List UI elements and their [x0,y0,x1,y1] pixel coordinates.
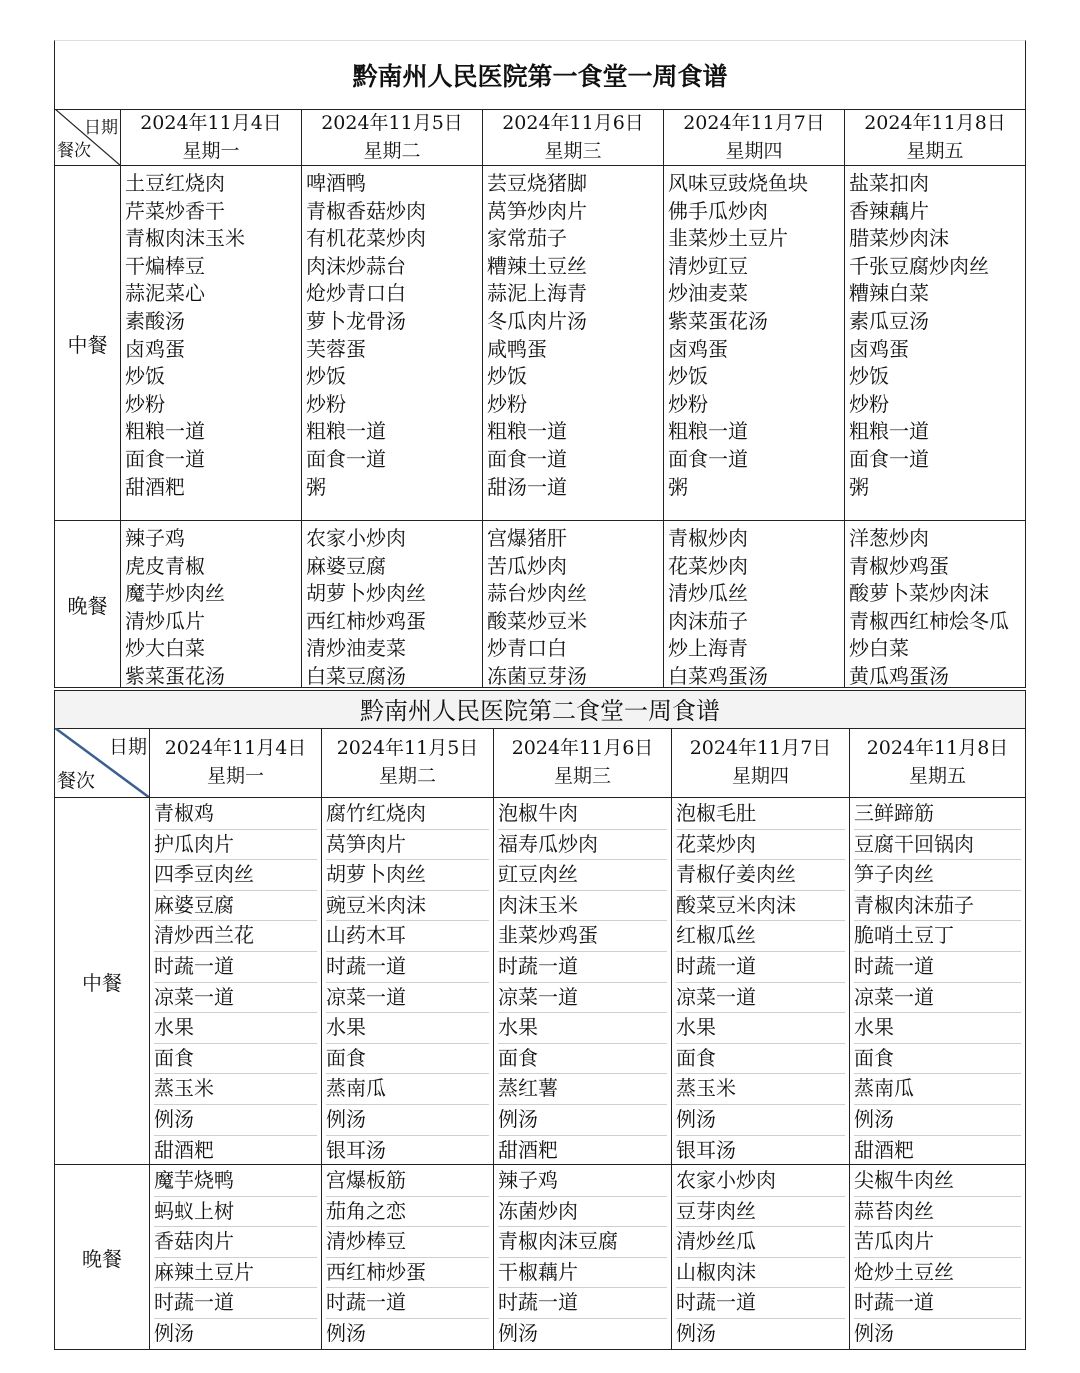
canteen2-day-weekday: 星期三 [553,765,611,787]
canteen2-lunch-dish: 蒸红薯 [498,1073,667,1105]
canteen1-day-header-4 [664,109,845,166]
canteen2-dinner-day-5-cell [850,1165,1025,1349]
canteen2-lunch-dish: 面食 [154,1043,317,1075]
canteen1-lunch-dish: 粥 [306,474,326,499]
canteen1-dinner-dish: 蒜台炒肉丝 [487,581,587,606]
canteen2-lunch-dish: 腐竹红烧肉 [326,798,489,830]
canteen2-lunch-dish: 甜酒粑 [498,1137,558,1162]
canteen2-lunch-day-2-cell [322,798,494,1165]
canteen2-day-date: 2024年11月7日 [689,737,832,759]
canteen1-dinner-dish: 西红柿炒鸡蛋 [306,608,426,633]
canteen2-lunch-dish: 面食 [326,1043,489,1075]
canteen2-day-date: 2024年11月8日 [866,737,1009,759]
canteen1-lunch-dish: 莴笋炒肉片 [487,198,587,223]
canteen1-lunch-dish: 炒饭 [668,364,708,389]
canteen1-lunch-dish: 青椒香菇炒肉 [306,198,426,223]
canteen1-lunch-dish: 卤鸡蛋 [849,336,909,361]
canteen1-lunch-dish: 蒜泥菜心 [125,281,205,306]
canteen1-lunch-day-2-cell [302,166,483,521]
canteen2-corner-cell [55,728,150,798]
canteen2-dinner-dish: 时蔬一道 [154,1287,317,1319]
canteen1-lunch-dish: 紫菜蛋花汤 [668,309,768,333]
canteen1-lunch-dish: 芙蓉蛋 [306,336,366,361]
canteen1-dinner-dish: 苦瓜炒肉 [487,553,567,578]
canteen2-lunch-dish: 泡椒毛肚 [676,798,845,830]
canteen2-dinner-dish: 蚂蚁上树 [154,1196,317,1228]
canteen2-day-header-2 [322,728,494,798]
canteen2-lunch-dish: 胡萝卜肉丝 [326,859,489,891]
canteen2-lunch-dish: 蒸玉米 [154,1073,317,1105]
canteen2-dinner-dish: 农家小炒肉 [676,1165,845,1197]
canteen2-lunch-dish: 蒸玉米 [676,1073,845,1105]
canteen2-lunch-dish: 例汤 [854,1104,1021,1136]
canteen2-lunch-dish: 凉菜一道 [854,982,1021,1014]
canteen2-lunch-label: 中餐 [55,798,150,1165]
canteen1-dinner-dish: 青椒炒鸡蛋 [849,553,949,578]
canteen2-lunch-dish: 水果 [326,1012,489,1044]
canteen2-day-header-3 [494,728,672,798]
canteen1-dinner-day-3-cell [483,521,664,687]
canteen2-lunch-day-5-cell [850,798,1025,1165]
canteen2-lunch-dish: 银耳汤 [676,1137,736,1162]
canteen1-lunch-dish: 啤酒鸭 [306,171,366,195]
canteen1-corner-meal-label: 餐次 [57,141,91,161]
canteen2-dinner-day-1-cell [150,1165,322,1349]
canteen1-lunch-dish: 炒粉 [849,391,889,416]
canteen2-dinner-day-4-cell [672,1165,850,1349]
canteen1-lunch-dish: 糟辣白菜 [849,281,929,306]
canteen1-dinner-dish: 炒白菜 [849,636,909,661]
canteen2-dinner-dish: 例汤 [676,1321,716,1345]
canteen2-day-header-1 [150,728,322,798]
canteen2-lunch-dish: 银耳汤 [326,1137,386,1162]
canteen2-dinner-dish: 尖椒牛肉丝 [854,1165,1021,1197]
canteen1-lunch-label: 中餐 [55,166,121,521]
canteen1-dinner-day-4-cell [664,521,845,687]
canteen1-lunch-dish: 炒饭 [849,364,889,389]
canteen1-dinner-dish: 黄瓜鸡蛋汤 [849,664,949,688]
canteen2-dinner-dish: 例汤 [498,1321,538,1345]
canteen2-lunch-dish: 山药木耳 [326,920,489,952]
canteen2-lunch-dish: 青椒仔姜肉丝 [676,859,845,891]
canteen1-lunch-dish: 甜酒粑 [125,474,185,499]
canteen1-lunch-dish: 家常茄子 [487,226,567,251]
canteen2-lunch-dish: 面食 [854,1043,1021,1075]
canteen2-lunch-dish: 例汤 [154,1104,317,1136]
canteen1-lunch-dish: 糟辣土豆丝 [487,253,587,278]
canteen2-day-header-4 [672,728,850,798]
canteen2-dinner-dish: 豆芽肉丝 [676,1196,845,1228]
canteen2-lunch-dish: 酸菜豆米肉沫 [676,890,845,922]
canteen1-dinner-label: 晚餐 [55,521,121,687]
canteen2-dinner-dish: 苦瓜肉片 [854,1226,1021,1258]
canteen2-lunch-dish: 三鲜蹄筋 [854,798,1021,830]
canteen2-lunch-day-3-cell [494,798,672,1165]
canteen1-dinner-dish: 胡萝卜炒肉丝 [306,581,426,606]
canteen2-dinner-dish: 麻辣土豆片 [154,1257,317,1289]
canteen1-lunch-day-3-cell [483,166,664,521]
canteen1-lunch-dish: 芹菜炒香干 [125,198,225,223]
canteen2-menu-table [54,690,1026,1350]
canteen1-day-weekday: 星期五 [906,140,964,162]
canteen1-lunch-day-4-cell [664,166,845,521]
canteen2-lunch-dish: 凉菜一道 [498,982,667,1014]
canteen2-lunch-dish: 肉沫玉米 [498,890,667,922]
canteen1-dinner-dish: 虎皮青椒 [125,553,205,578]
canteen1-lunch-dish: 盐菜扣肉 [849,171,929,195]
canteen2-lunch-dish: 蒸南瓜 [326,1073,489,1105]
canteen2-lunch-dish: 四季豆肉丝 [154,859,317,891]
canteen2-dinner-dish: 宫爆板筋 [326,1165,489,1197]
canteen1-lunch-dish: 土豆红烧肉 [125,171,225,195]
canteen1-lunch-dish: 香辣藕片 [849,198,929,223]
canteen2-dinner-dish: 魔芋烧鸭 [154,1165,317,1197]
canteen1-lunch-dish: 粗粮一道 [487,419,567,444]
canteen1-lunch-dish: 甜汤一道 [487,474,567,499]
canteen2-lunch-dish: 福寿瓜炒肉 [498,829,667,861]
canteen1-lunch-dish: 炒饭 [125,364,165,389]
canteen1-lunch-dish: 炒饭 [487,364,527,389]
canteen1-day-date: 2024年11月8日 [864,112,1006,134]
canteen2-title: 黔南州人民医院第二食堂一周食谱 [55,691,1025,729]
canteen2-lunch-dish: 红椒瓜丝 [676,920,845,952]
canteen1-lunch-dish: 炒油麦菜 [668,281,748,306]
canteen1-dinner-dish: 麻婆豆腐 [306,553,386,578]
canteen2-lunch-dish: 凉菜一道 [154,982,317,1014]
canteen2-dinner-dish: 例汤 [154,1321,194,1345]
canteen2-lunch-dish: 豇豆肉丝 [498,859,667,891]
canteen1-lunch-dish: 炝炒青口白 [306,281,406,306]
canteen1-lunch-dish: 风味豆豉烧鱼块 [668,171,808,195]
canteen1-lunch-dish: 卤鸡蛋 [668,336,728,361]
canteen1-dinner-dish: 白菜鸡蛋汤 [668,664,768,688]
canteen1-day-weekday: 星期三 [544,140,602,162]
canteen2-lunch-dish: 例汤 [326,1104,489,1136]
canteen1-lunch-dish: 素瓜豆汤 [849,309,929,333]
canteen2-day-date: 2024年11月6日 [511,737,654,759]
canteen1-day-header-2 [302,109,483,166]
canteen1-corner-date-label: 日期 [84,118,118,138]
canteen2-dinner-dish: 山椒肉沫 [676,1257,845,1289]
canteen1-menu-table [54,40,1026,688]
canteen2-lunch-dish: 护瓜肉片 [154,829,317,861]
canteen2-lunch-dish: 花菜炒肉 [676,829,845,861]
canteen2-day-weekday: 星期四 [731,765,789,787]
canteen1-lunch-dish: 粗粮一道 [125,419,205,444]
canteen1-lunch-dish: 清炒豇豆 [668,253,748,278]
canteen2-lunch-dish: 莴笋肉片 [326,829,489,861]
canteen2-lunch-dish: 清炒西兰花 [154,920,317,952]
canteen1-lunch-dish: 芸豆烧猪脚 [487,171,587,195]
canteen1-dinner-day-1-cell [121,521,302,687]
canteen1-dinner-dish: 清炒瓜片 [125,608,205,633]
canteen2-dinner-dish: 时蔬一道 [676,1287,845,1319]
canteen1-day-date: 2024年11月6日 [502,112,644,134]
canteen2-lunch-dish: 水果 [498,1012,667,1044]
canteen2-dinner-dish: 例汤 [854,1321,894,1345]
canteen1-lunch-dish: 粗粮一道 [849,419,929,444]
canteen2-dinner-dish: 蒜苔肉丝 [854,1196,1021,1228]
canteen1-lunch-dish: 炒饭 [306,364,346,389]
canteen2-lunch-dish: 甜酒粑 [854,1137,914,1162]
canteen2-lunch-dish: 面食 [676,1043,845,1075]
canteen2-lunch-dish: 水果 [154,1012,317,1044]
canteen2-lunch-dish: 时蔬一道 [676,951,845,983]
canteen1-lunch-dish: 面食一道 [668,447,748,471]
canteen2-lunch-dish: 凉菜一道 [326,982,489,1014]
canteen1-day-date: 2024年11月5日 [321,112,463,134]
canteen2-dinner-dish: 炝炒土豆丝 [854,1257,1021,1289]
canteen1-lunch-dish: 炒粉 [487,391,527,416]
canteen1-lunch-dish: 佛手瓜炒肉 [668,198,768,223]
canteen2-lunch-dish: 时蔬一道 [154,951,317,983]
canteen1-lunch-dish: 粥 [849,474,869,499]
canteen1-day-header-3 [483,109,664,166]
canteen2-dinner-dish: 清炒丝瓜 [676,1226,845,1258]
canteen2-lunch-dish: 蒸南瓜 [854,1073,1021,1105]
canteen1-lunch-dish: 粗粮一道 [306,419,386,444]
canteen1-dinner-dish: 清炒瓜丝 [668,581,748,606]
canteen1-dinner-dish: 辣子鸡 [125,526,185,550]
canteen1-lunch-dish: 面食一道 [487,447,567,471]
canteen1-day-header-5 [845,109,1025,166]
canteen1-lunch-dish: 粗粮一道 [668,419,748,444]
canteen1-dinner-dish: 清炒油麦菜 [306,636,406,661]
canteen1-lunch-dish: 粥 [668,474,688,499]
canteen2-dinner-label: 晚餐 [55,1165,150,1349]
canteen2-lunch-dish: 时蔬一道 [326,951,489,983]
canteen1-lunch-dish: 韭菜炒土豆片 [668,226,788,251]
canteen1-dinner-dish: 青椒炒肉 [668,526,748,550]
canteen1-lunch-dish: 萝卜龙骨汤 [306,309,406,333]
canteen1-lunch-dish: 干煸棒豆 [125,253,205,278]
canteen1-lunch-day-1-cell [121,166,302,521]
canteen2-dinner-dish: 香菇肉片 [154,1226,317,1258]
canteen1-lunch-dish: 肉沫炒蒜台 [306,253,406,278]
canteen2-day-header-5 [850,728,1025,798]
canteen2-lunch-day-4-cell [672,798,850,1165]
canteen2-dinner-day-3-cell [494,1165,672,1349]
canteen1-lunch-dish: 千张豆腐炒肉丝 [849,253,989,278]
canteen1-dinner-dish: 炒大白菜 [125,636,205,661]
canteen2-corner-meal-label: 餐次 [57,770,96,792]
canteen1-lunch-dish: 咸鸭蛋 [487,336,547,361]
canteen2-day-date: 2024年11月4日 [164,737,307,759]
canteen1-lunch-dish: 素酸汤 [125,309,185,333]
canteen1-lunch-day-5-cell [845,166,1025,521]
canteen2-lunch-dish: 甜酒粑 [154,1137,214,1162]
canteen2-lunch-dish: 水果 [676,1012,845,1044]
canteen2-lunch-dish: 凉菜一道 [676,982,845,1014]
canteen2-lunch-dish: 脆哨土豆丁 [854,920,1021,952]
canteen2-day-weekday: 星期一 [206,765,264,787]
canteen1-title: 黔南州人民医院第一食堂一周食谱 [55,41,1025,110]
canteen1-corner-cell [55,109,121,166]
canteen2-dinner-dish: 时蔬一道 [854,1287,1021,1319]
canteen2-dinner-dish: 时蔬一道 [498,1287,667,1319]
canteen2-lunch-dish: 笋子肉丝 [854,859,1021,891]
canteen2-dinner-dish: 辣子鸡 [498,1165,667,1197]
canteen2-lunch-dish: 青椒鸡 [154,798,317,830]
canteen1-dinner-dish: 洋葱炒肉 [849,526,929,550]
canteen2-lunch-dish: 青椒肉沫茄子 [854,890,1021,922]
canteen2-lunch-dish: 泡椒牛肉 [498,798,667,830]
canteen2-lunch-dish: 例汤 [676,1104,845,1136]
canteen1-dinner-dish: 酸菜炒豆米 [487,608,587,633]
canteen2-lunch-dish: 水果 [854,1012,1021,1044]
canteen1-dinner-dish: 肉沫茄子 [668,608,748,633]
canteen1-dinner-dish: 炒青口白 [487,636,567,661]
canteen2-lunch-dish: 时蔬一道 [854,951,1021,983]
canteen1-lunch-dish: 冬瓜肉片汤 [487,309,587,333]
canteen1-dinner-dish: 青椒西红柿烩冬瓜 [849,608,1009,633]
canteen1-dinner-day-5-cell [845,521,1025,687]
canteen1-day-weekday: 星期一 [182,140,240,162]
canteen2-lunch-dish: 豆腐干回锅肉 [854,829,1021,861]
canteen1-lunch-dish: 炒粉 [306,391,346,416]
canteen1-lunch-dish: 面食一道 [306,447,386,471]
canteen1-dinner-dish: 酸萝卜菜炒肉沫 [849,581,989,606]
canteen2-lunch-dish: 时蔬一道 [498,951,667,983]
canteen1-dinner-dish: 紫菜蛋花汤 [125,664,225,688]
canteen1-lunch-dish: 青椒肉沫玉米 [125,226,245,251]
canteen2-dinner-dish: 青椒肉沫豆腐 [498,1226,667,1258]
canteen1-dinner-dish: 宫爆猪肝 [487,526,567,550]
canteen2-dinner-dish: 清炒棒豆 [326,1226,489,1258]
canteen1-dinner-day-2-cell [302,521,483,687]
canteen1-dinner-dish: 农家小炒肉 [306,526,406,550]
canteen1-dinner-dish: 白菜豆腐汤 [306,664,406,688]
canteen2-dinner-dish: 干椒藕片 [498,1257,667,1289]
canteen1-lunch-dish: 炒粉 [668,391,708,416]
canteen1-day-header-1 [121,109,302,166]
canteen2-lunch-day-1-cell [150,798,322,1165]
canteen1-day-date: 2024年11月7日 [683,112,825,134]
canteen2-lunch-dish: 豌豆米肉沫 [326,890,489,922]
canteen2-dinner-dish: 例汤 [326,1321,366,1345]
canteen2-day-date: 2024年11月5日 [336,737,479,759]
canteen1-day-date: 2024年11月4日 [140,112,282,134]
canteen2-dinner-dish: 时蔬一道 [326,1287,489,1319]
canteen1-dinner-dish: 炒上海青 [668,636,748,661]
canteen2-corner-date-label: 日期 [108,736,147,758]
canteen2-day-weekday: 星期五 [908,765,966,787]
canteen1-lunch-dish: 蒜泥上海青 [487,281,587,306]
canteen1-lunch-dish: 腊菜炒肉沫 [849,226,949,251]
canteen1-lunch-dish: 面食一道 [125,447,205,471]
canteen2-lunch-dish: 麻婆豆腐 [154,890,317,922]
canteen1-lunch-dish: 卤鸡蛋 [125,336,185,361]
canteen2-lunch-dish: 面食 [498,1043,667,1075]
canteen2-dinner-day-2-cell [322,1165,494,1349]
canteen2-lunch-dish: 韭菜炒鸡蛋 [498,920,667,952]
canteen1-lunch-dish: 面食一道 [849,447,929,471]
canteen1-dinner-dish: 魔芋炒肉丝 [125,581,225,606]
canteen1-dinner-dish: 花菜炒肉 [668,553,748,578]
canteen2-day-weekday: 星期二 [378,765,436,787]
canteen1-lunch-dish: 炒粉 [125,391,165,416]
canteen1-dinner-dish: 冻菌豆芽汤 [487,664,587,688]
canteen2-dinner-dish: 茄角之恋 [326,1196,489,1228]
canteen1-lunch-dish: 有机花菜炒肉 [306,226,426,251]
canteen2-dinner-dish: 西红柿炒蛋 [326,1257,489,1289]
canteen2-lunch-dish: 例汤 [498,1104,667,1136]
canteen1-day-weekday: 星期四 [725,140,783,162]
canteen2-dinner-dish: 冻菌炒肉 [498,1196,667,1228]
canteen1-day-weekday: 星期二 [363,140,421,162]
